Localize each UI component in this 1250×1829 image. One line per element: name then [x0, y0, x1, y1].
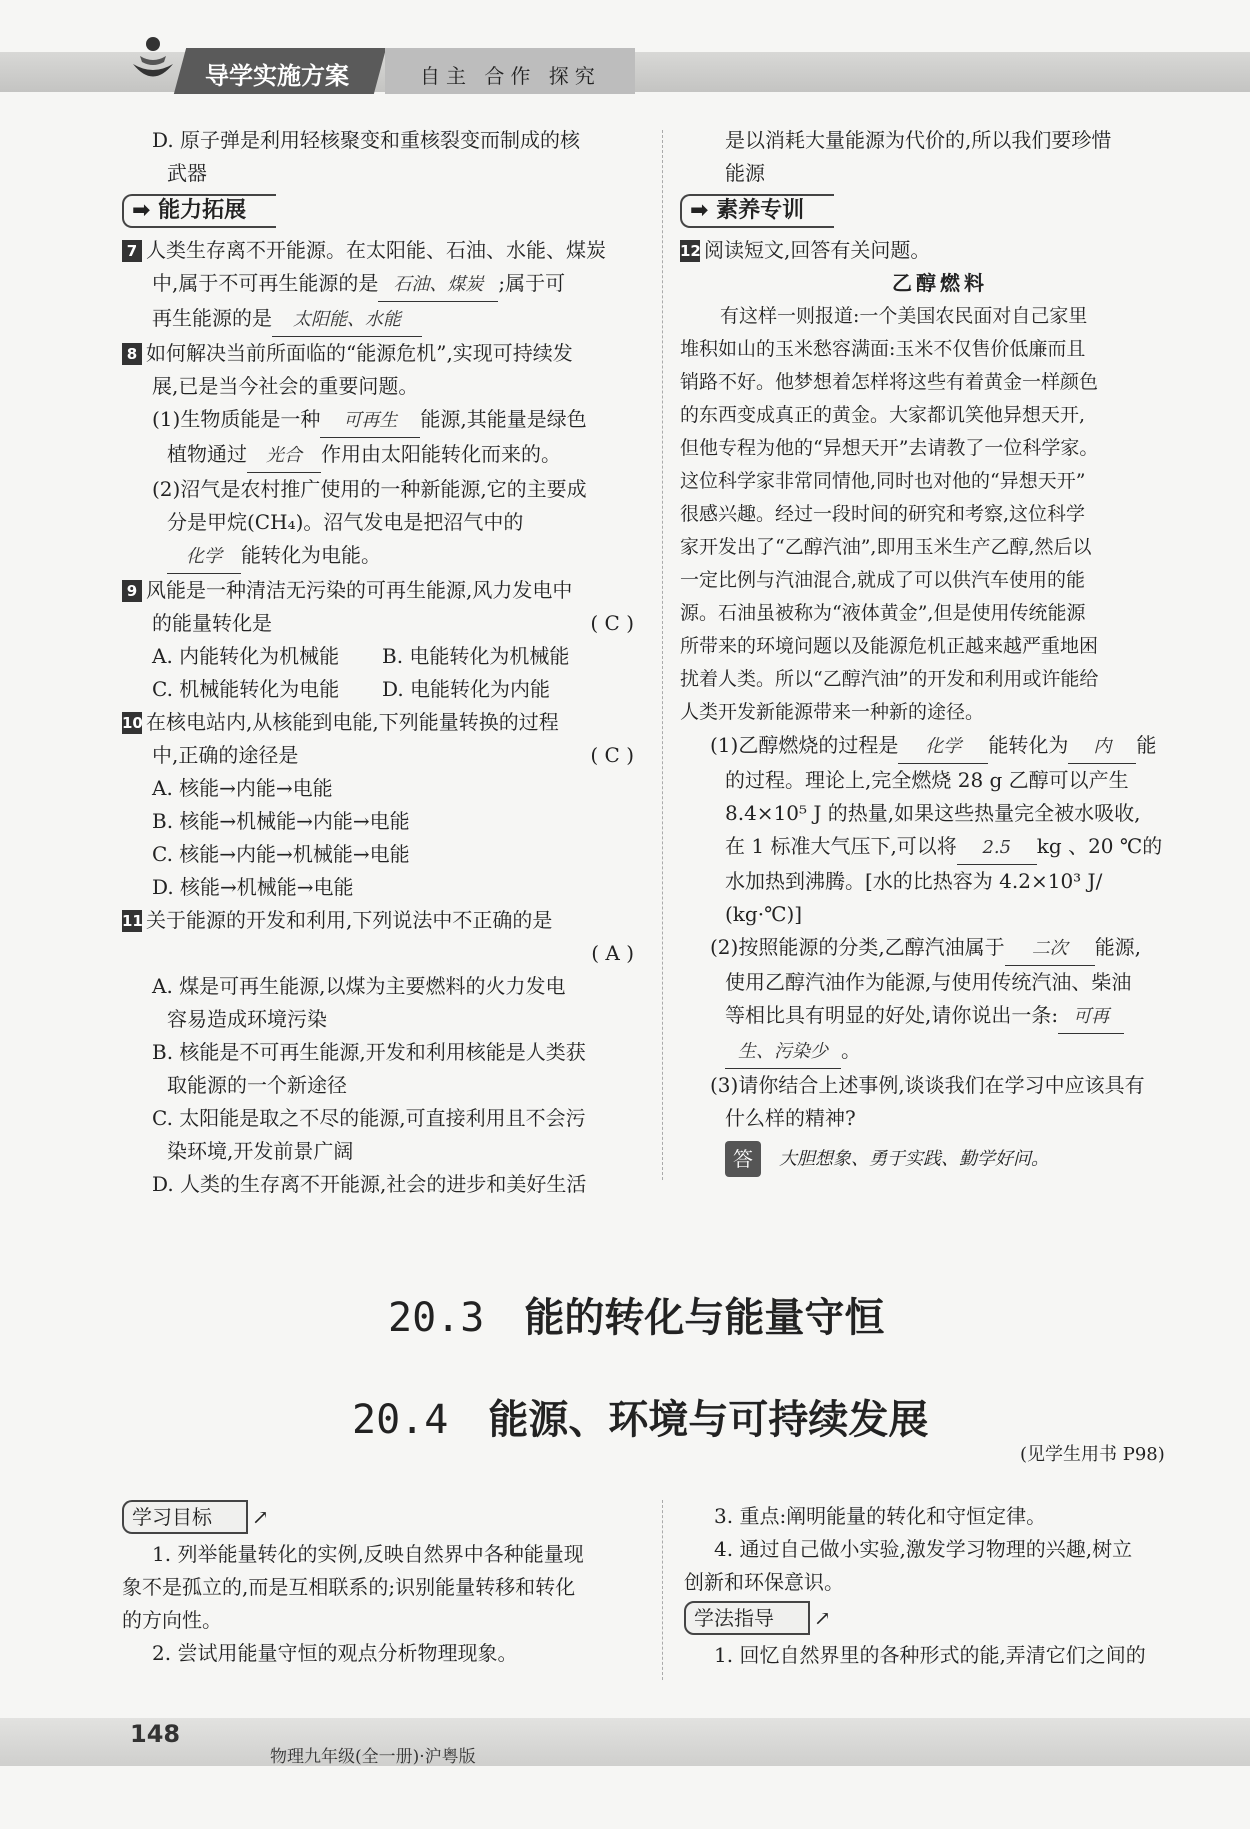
q12-s1i: (kg·℃)] — [725, 902, 803, 926]
q12-s2-line3 — [680, 999, 1200, 1034]
essay-line: 的东西变成真正的黄金。大家都讥笑他异想天开, — [680, 404, 1086, 426]
essay-line: 一定比例与汽油混合,就成了可以供汽车使用的能 — [680, 569, 1086, 591]
q7-text2a: 中,属于不可再生能源的是 — [152, 271, 379, 295]
q7-text2b: ;属于可 — [498, 271, 566, 295]
q12-s1-answer1: 化学 — [898, 730, 988, 764]
q9-number: 9 — [122, 580, 142, 602]
q12-s1e: 8.4×10⁵ J 的热量,如果这些热量完全被水吸收, — [725, 801, 1141, 825]
q10-line1 — [122, 706, 642, 739]
essay-line: 很感兴趣。经过一段时间的研究和考察,这位科学 — [680, 503, 1086, 525]
goal-1b: 象不是孤立的,而是互相联系的;识别能量转移和转化 — [122, 1575, 576, 1599]
q12-s2a: (2)按照能源的分类,乙醇汽油属于 — [710, 935, 1005, 959]
q11-option-a1: A. 煤是可再生能源,以煤为主要燃料的火力发电 — [152, 974, 566, 998]
section-ability-label: 能力拓展 — [158, 198, 247, 223]
chapter-num-1: 20.3 — [388, 1295, 485, 1341]
q10-text2: 中,正确的途径是 — [152, 743, 299, 767]
q10-text1: 在核电站内,从核能到电能,下列能量转换的过程 — [146, 710, 559, 734]
essay-line: 这位科学家非常同情他,同时也对他的“异想天开” — [680, 470, 1086, 492]
arrow-icon: ↗ — [814, 1606, 831, 1630]
essay-title: 乙醇燃料 — [892, 271, 988, 295]
q9-line2 — [122, 607, 642, 640]
chapter-title-1 — [388, 1286, 884, 1343]
goals-tag: 学习目标 — [122, 1500, 248, 1534]
q9-opts-ab — [122, 640, 642, 673]
goal-1c: 的方向性。 — [122, 1608, 222, 1632]
q12-intro: 阅读短文,回答有关问题。 — [704, 238, 931, 262]
q12-s1-answer3: 2.5 — [957, 831, 1037, 865]
q12-s1g: kg 、20 ℃的 — [1036, 834, 1163, 858]
q12-s2-answer2a: 可再 — [1058, 1000, 1124, 1034]
q12-number: 12 — [680, 242, 701, 260]
header-title: 导学实施方案 — [205, 62, 349, 90]
q7-answer2: 太阳能、水能 — [272, 303, 422, 337]
q8-line1 — [122, 337, 642, 370]
option-d: D. 原子弹是利用轻核聚变和重核裂变而制成的核 — [152, 128, 581, 152]
q10-option-c: C. 核能→内能→机械能→电能 — [152, 842, 410, 866]
q9-option-d: D. 电能转化为内能 — [382, 677, 551, 701]
q12-s1-answer2: 内 — [1068, 730, 1136, 764]
essay-line: 堆积如山的玉米愁容满面:玉米不仅售价低廉而且 — [680, 338, 1086, 360]
q7-line3 — [122, 302, 642, 337]
column-divider-2 — [662, 1500, 663, 1680]
page-number: 148 — [130, 1720, 181, 1748]
q9-answer: ( C ) — [590, 611, 634, 635]
q12-s2-line4 — [680, 1034, 1200, 1069]
method-1: 1. 回忆自然界里的各种形式的能,弄清它们之间的 — [714, 1643, 1146, 1667]
q12-s3a: (3)请你结合上述事例,谈谈我们在学习中应该具有 — [710, 1073, 1145, 1097]
q7-line1 — [122, 234, 642, 267]
chapter-heading-1: 能的转化与能量守恒 — [524, 1295, 885, 1341]
q12-s2d: 等相比具有明显的好处,请你说出一条: — [725, 1003, 1059, 1027]
q9-text2: 的能量转化是 — [152, 611, 272, 635]
q8-p2a: (2)沼气是农村推广使用的一种新能源,它的主要成 — [152, 477, 587, 501]
q8-p2b: 分是甲烷(CH₄)。沼气发电是把沼气中的 — [167, 510, 524, 534]
q12-s2-answer2b: 生、污染少 — [725, 1035, 841, 1069]
essay-line: 所带来的环境问题以及能源危机正越来越严重地困 — [680, 635, 1099, 657]
section-ability: ➡ 能力拓展 — [122, 194, 276, 228]
q12-s1-line4 — [680, 830, 1200, 865]
q8-p2-answer: 化学 — [167, 540, 241, 574]
q9-text1: 风能是一种清洁无污染的可再生能源,风力发电中 — [146, 578, 573, 602]
goals-section — [122, 1500, 642, 1670]
q8-p1-answer2: 光合 — [247, 439, 321, 473]
q10-line2 — [122, 739, 642, 772]
reading-person-icon — [128, 34, 178, 90]
goal-4b: 创新和环保意识。 — [684, 1570, 844, 1594]
q8-p2c: 能转化为电能。 — [241, 543, 381, 567]
q8-p1-answer: 可再生 — [320, 404, 420, 438]
q8-p1-line1 — [122, 403, 642, 438]
footer-bar — [0, 1718, 1250, 1766]
q12-s2e: 。 — [841, 1038, 861, 1062]
q10-option-d: D. 核能→机械能→电能 — [152, 875, 354, 899]
q8-p1b: 能源,其能量是绿色 — [420, 407, 587, 431]
essay-body — [680, 300, 1200, 729]
q11-option-b2: 取能源的一个新途径 — [167, 1073, 347, 1097]
q11-option-c2: 染环境,开发前景广阔 — [167, 1139, 354, 1163]
essay-line: 销路不好。他梦想着怎样将这些有着黄金一样颜色 — [680, 371, 1099, 393]
q7-text3a: 再生能源的是 — [152, 306, 272, 330]
essay-line: 有这样一则报道:一个美国农民面对自己家里 — [720, 305, 1088, 327]
method-tag: 学法指导 — [684, 1601, 810, 1635]
q12-s2b: 能源, — [1094, 935, 1142, 959]
q11-answer-line — [122, 937, 642, 970]
q10-number: 10 — [122, 714, 143, 732]
essay-line: 人类开发新能源带来一种新的途径。 — [680, 701, 985, 723]
q11-line1 — [122, 904, 642, 937]
q8-text1: 如何解决当前所面临的“能源危机”,实现可持续发 — [146, 341, 573, 365]
q10-answer: ( C ) — [590, 743, 634, 767]
chapter-reference: (见学生用书 P98) — [1020, 1444, 1165, 1465]
q12-s3-answer-line — [680, 1141, 1200, 1177]
q8-p1c: 植物通过 — [167, 442, 247, 466]
q10-option-b: B. 核能→机械能→内能→电能 — [152, 809, 410, 833]
goal-1a: 1. 列举能量转化的实例,反映自然界中各种能量现 — [152, 1542, 584, 1566]
q12-s1a: (1)乙醇燃烧的过程是 — [710, 733, 899, 757]
q11-option-c1: C. 太阳能是取之不尽的能源,可直接利用且不会污 — [152, 1106, 586, 1130]
q8-p2-line3 — [122, 539, 642, 574]
option-d-cont: 武器 — [167, 161, 207, 185]
arrow-icon: ↗ — [252, 1505, 269, 1529]
column-divider — [662, 130, 663, 1180]
q7-answer1: 石油、煤炭 — [378, 268, 498, 302]
answer-icon: 答 — [725, 1141, 761, 1177]
header-subtitle: 自主 合作 探究 — [420, 64, 601, 88]
goal-3: 3. 重点:阐明能量的转化和守恒定律。 — [714, 1504, 1047, 1528]
q12-s1d: 的过程。理论上,完全燃烧 28 g 乙醇可以产生 — [725, 768, 1129, 792]
chapter-heading-2: 能源、环境与可持续发展 — [488, 1397, 929, 1443]
q7-number: 7 — [122, 240, 142, 262]
q7-line2 — [122, 267, 642, 302]
q12-s2-line1 — [680, 931, 1200, 966]
q11-option-b1: B. 核能是不可再生能源,开发和利用核能是人类获 — [152, 1040, 586, 1064]
essay-line: 但他专程为他的“异想天开”去请教了一位科学家。 — [680, 437, 1099, 459]
q12-s1b: 能转化为 — [988, 733, 1069, 757]
q11-number: 11 — [122, 912, 143, 930]
q12-s3-answer: 大胆想象、勇于实践、勤学好问。 — [779, 1148, 1049, 1170]
essay-line: 扰着人类。所以“乙醇汽油”的开发和利用或许能给 — [680, 668, 1099, 690]
chapter-num-2: 20.4 — [352, 1397, 449, 1443]
q8-number: 8 — [122, 343, 142, 365]
q11-option-d1: D. 人类的生存离不开能源,社会的进步和美好生活 — [152, 1172, 587, 1196]
q9-option-c: C. 机械能转化为电能 — [152, 677, 340, 701]
goals-right — [684, 1500, 1204, 1672]
q11-option-d-cont1: 是以消耗大量能源为代价的,所以我们要珍惜 — [725, 128, 1112, 152]
essay-line: 源。石油虽被称为“液体黄金”,但是使用传统能源 — [680, 602, 1086, 624]
q10-option-a: A. 核能→内能→电能 — [152, 776, 333, 800]
q9-option-a: A. 内能转化为机械能 — [152, 644, 340, 668]
q11-text1: 关于能源的开发和利用,下列说法中不正确的是 — [146, 908, 553, 932]
q12-s1-line1 — [680, 729, 1200, 764]
footer-text: 物理九年级(全一册)·沪粤版 — [270, 1747, 476, 1767]
left-column — [122, 124, 642, 1201]
q12-s1c: 能 — [1136, 733, 1157, 757]
chapter-title-2 — [352, 1388, 928, 1445]
section-literacy-label: 素养专训 — [716, 198, 805, 223]
q12-line1 — [680, 234, 1200, 267]
q8-p1a: (1)生物质能是一种 — [152, 407, 321, 431]
q11-option-d-cont2: 能源 — [725, 161, 765, 185]
q9-opts-cd — [122, 673, 642, 706]
q8-p1d: 作用由太阳能转化而来的。 — [321, 442, 561, 466]
section-literacy: ➡ 素养专训 — [680, 194, 834, 228]
goal-4a: 4. 通过自己做小实验,激发学习物理的兴趣,树立 — [714, 1537, 1133, 1561]
q8-text2: 展,已是当今社会的重要问题。 — [152, 374, 419, 398]
q7-text1: 人类生存离不开能源。在太阳能、石油、水能、煤炭 — [146, 238, 606, 262]
q12-s2-answer1: 二次 — [1005, 932, 1095, 966]
q9-line1 — [122, 574, 642, 607]
q9-option-b: B. 电能转化为机械能 — [382, 644, 570, 668]
goal-2: 2. 尝试用能量守恒的观点分析物理现象。 — [152, 1641, 518, 1665]
q12-s1h: 水加热到沸腾。[水的比热容为 4.2×10³ J/ — [725, 869, 1103, 893]
right-column — [680, 124, 1200, 1177]
essay-line: 家开发出了“乙醇汽油”,即用玉米生产乙醇,然后以 — [680, 536, 1092, 558]
q11-option-a2: 容易造成环境污染 — [167, 1007, 327, 1031]
q12-s1f: 在 1 标准大气压下,可以将 — [725, 834, 957, 858]
q12-s2c: 使用乙醇汽油作为能源,与使用传统汽油、柴油 — [725, 970, 1132, 994]
q12-s3b: 什么样的精神? — [725, 1106, 856, 1130]
q8-p1-line2 — [122, 438, 642, 473]
q11-answer: ( A ) — [591, 941, 634, 965]
